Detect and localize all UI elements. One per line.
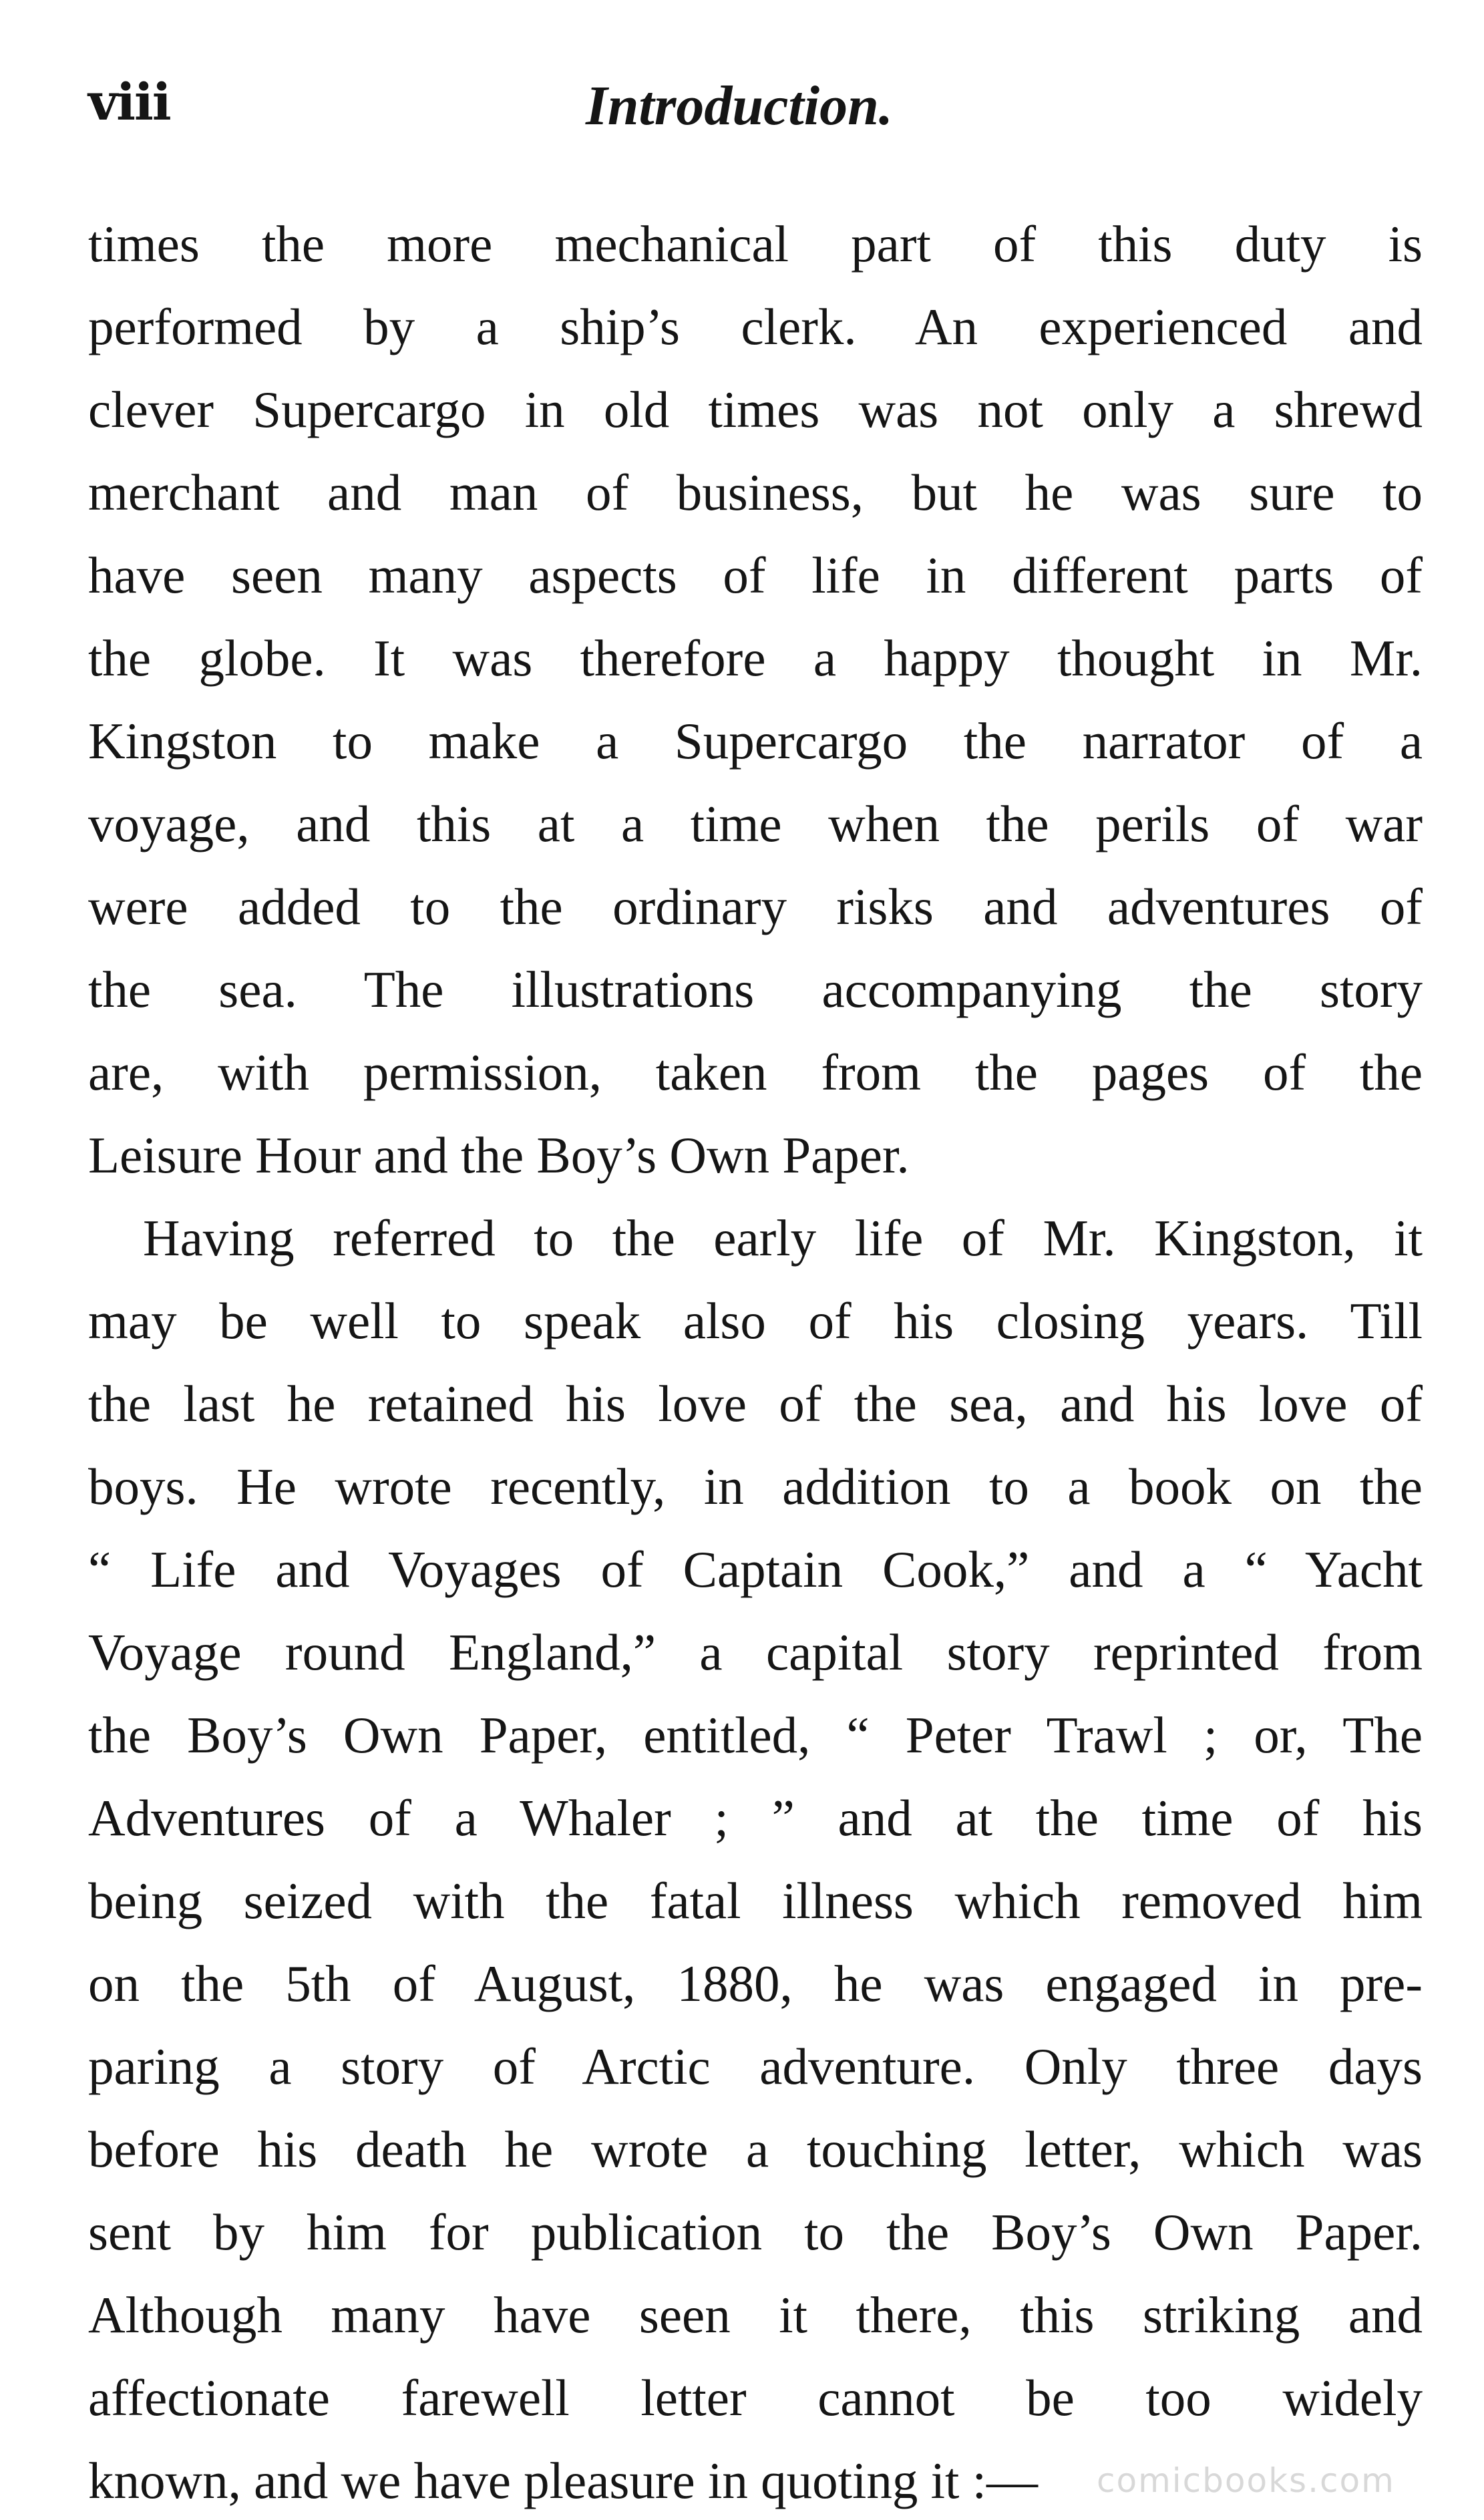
text-line: have seen many aspects of life in different parts of — [88, 546, 1423, 604]
text-line: Adventures of a Whaler ; ” and at the time of his — [88, 1789, 1423, 1847]
page-header — [88, 72, 1421, 159]
text-line: voyage, and this at a time when the perils of war — [88, 795, 1423, 852]
text-line: were added to the ordinary risks and adventures of — [88, 878, 1423, 935]
text-line: Leisure Hour and the Boy’s Own Paper. — [88, 1126, 910, 1184]
text-line: sent by him for publication to the Boy’s Own Paper. — [88, 2203, 1423, 2261]
text-line: may be well to speak also of his closing years. Till — [88, 1292, 1423, 1350]
text-line: being seized with the fatal illness which removed him — [88, 1872, 1423, 1929]
watermark: comicbooks.com — [1097, 2461, 1395, 2500]
text-line: known, and we have pleasure in quoting it :— — [88, 2452, 1039, 2509]
text-line: “ Life and Voyages of Captain Cook,” and a “ Yacht — [88, 1541, 1423, 1598]
text-line: boys. He wrote recently, in addition to a book on the — [88, 1458, 1423, 1515]
text-line: Kingston to make a Supercargo the narrator of a — [88, 712, 1423, 770]
text-line: merchant and man of business, but he was sure to — [88, 464, 1423, 521]
text-line: the Boy’s Own Paper, entitled, “ Peter Trawl ; or, The — [88, 1706, 1423, 1764]
text-line: before his death he wrote a touching letter, which was — [88, 2120, 1423, 2178]
text-line: the globe. It was therefore a happy thought in Mr. — [88, 629, 1423, 687]
running-head: Introduction. — [586, 75, 893, 137]
paragraph-first-line: Having referred to the early life of Mr. Kingston, it — [143, 1209, 1423, 1267]
text-line: on the 5th of August, 1880, he was engaged in pre- — [88, 1955, 1423, 2012]
text-line: the sea. The illustrations accompanying the story — [88, 961, 1423, 1018]
page-number: viii — [88, 72, 170, 132]
text-line: times the more mechanical part of this duty is — [88, 215, 1423, 273]
text-line: Although many have seen it there, this striking and — [88, 2286, 1423, 2344]
text-line: are, with permission, taken from the pages of the — [88, 1044, 1423, 1101]
text-line: clever Supercargo in old times was not only a shrewd — [88, 381, 1423, 438]
text-line: paring a story of Arctic adventure. Only three days — [88, 2038, 1423, 2095]
text-line: Voyage round England,” a capital story reprinted from — [88, 1623, 1423, 1681]
text-line: performed by a ship’s clerk. An experienced and — [88, 298, 1423, 355]
text-line: affectionate farewell letter cannot be too widely — [88, 2369, 1423, 2426]
text-line: the last he retained his love of the sea, and his love of — [88, 1375, 1423, 1432]
